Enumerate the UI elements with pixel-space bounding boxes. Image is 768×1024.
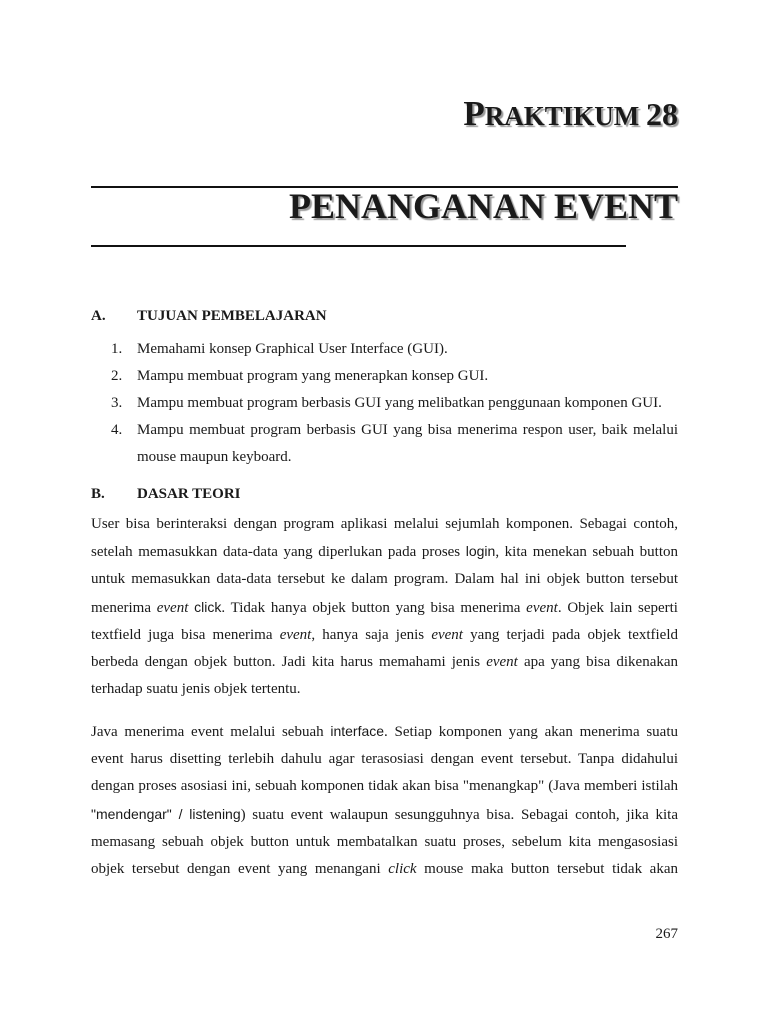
paragraph-line: memasang sebuah objek button untuk membatalkan suatu proses, sebelum kita mengasosiasi [91, 833, 678, 850]
objective-text: Mampu membuat program yang menerapkan konsep GUI. [137, 368, 489, 384]
objective-text: Memahami konsep Graphical User Interface (GUI). [137, 341, 448, 357]
objective-item [91, 336, 678, 363]
objective-text: Mampu membuat program berbasis GUI yang melibatkan penggunaan komponen GUI. [137, 395, 662, 411]
paragraph-line: event harus disetting terlebih dahulu agar terasosiasi dengan event tersebut. Tanpa didahului [91, 751, 678, 768]
paragraph-1 [91, 511, 678, 703]
objective-item [91, 363, 678, 390]
section-b-title: DASAR TEORI [137, 486, 241, 502]
chapter-number: 28 [646, 96, 678, 132]
chapter-label-rest: RAKTIKUM [484, 101, 640, 131]
objective-number: 1. [111, 341, 123, 357]
paragraph-line: Java menerima event melalui sebuah interface. Setiap komponen yang akan menerima suatu [91, 723, 678, 740]
paragraph-line: textfield juga bisa menerima event, hanya saja jenis event yang terjadi pada objek textfield [91, 626, 679, 643]
paragraph-line: objek tersebut dengan event yang menangani click mouse maka button tersebut tidak akan [91, 861, 678, 878]
objective-text: Mampu membuat program berbasis GUI yang bisa menerima respon user, baik melalui [137, 422, 678, 438]
objective-number: 2. [111, 368, 123, 384]
paragraph-2 [91, 718, 678, 883]
paragraph-line: setelah memasukkan data-data yang diperlukan pada proses login, kita menekan sebuah button [91, 543, 679, 561]
page-number: 267 [655, 926, 678, 942]
chapter-label-initial: P [463, 94, 485, 133]
paragraph-line: "mendengar" / listening) suatu event walaupun sesungguhnya bisa. Sebagai contoh, jika kita [91, 805, 678, 823]
paragraph-line: User bisa berinteraksi dengan program aplikasi melalui sejumlah komponen. Sebagai contoh, [91, 516, 678, 532]
paragraph-line: untuk memasukkan data-data tersebut ke dalam program. Dalam hal ini objek button tersebut [91, 571, 678, 588]
paragraph-line: menerima event click. Tidak hanya objek button yang bisa menerima event. Objek lain seperti [91, 598, 678, 616]
section-a-letter: A. [91, 308, 106, 324]
paragraph-line: terhadap suatu jenis objek tertentu. [91, 681, 301, 698]
section-b-letter: B. [91, 486, 105, 502]
objective-number: 3. [111, 395, 123, 411]
paragraph-line: dengan proses asosiasi ini, sebuah komponen tidak akan bisa "menangkap" (Java memberi istilah [91, 778, 678, 795]
objective-item [91, 390, 678, 417]
objective-text-continued: mouse maupun keyboard. [137, 449, 292, 465]
paragraph-line: berbeda dengan objek button. Jadi kita harus memahami jenis event apa yang bisa dikenakan [91, 654, 679, 671]
title-rule-bottom [91, 245, 626, 247]
chapter-title: PENANGANAN EVENT [288, 186, 678, 226]
objective-item [91, 417, 678, 471]
chapter-label [463, 96, 678, 134]
objective-number: 4. [111, 422, 123, 438]
section-a-title: TUJUAN PEMBELAJARAN [137, 308, 327, 324]
